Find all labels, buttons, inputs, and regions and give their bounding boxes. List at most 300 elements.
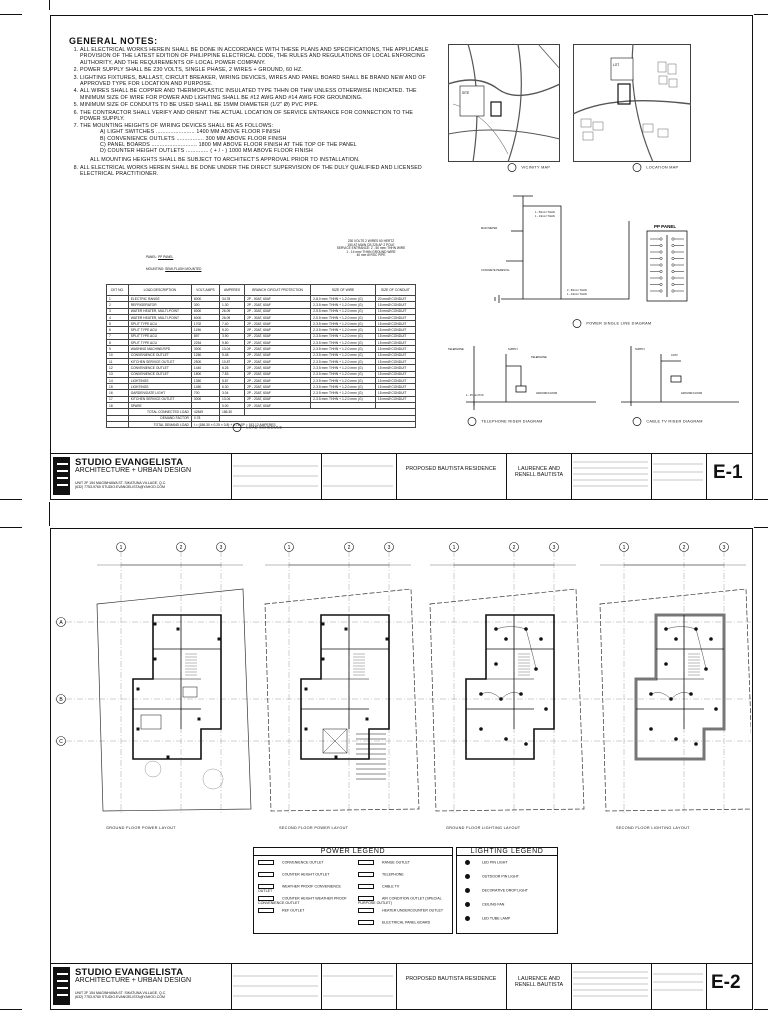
load-table-cell: 2P - 20AT, 60AF [245,333,311,339]
power-legend-item: CABLE TV [358,884,450,889]
crop-mark [754,499,768,500]
grid-label: 3 [219,544,223,551]
height-item: B) CONVENIENCE OUTLETS ................. 300 MM ABOVE FLOOR FINISH [100,135,287,142]
power-single-line-diagram [451,191,691,316]
power-legend-item: COUNTER HEIGHT WEATHER PROOF CONVENIENCE OUTLET [258,896,347,905]
load-table-cell: 2-5.5 mm² THHN + 1-2.0 mm² (G) [311,314,376,320]
load-table-cell: 1260 [191,352,219,358]
load-table-cell: 3.90 [219,333,244,339]
load-table-cell: GARDEN/GATE LIGHT [128,390,191,396]
svg-text:SUPPLY: SUPPLY [508,348,519,351]
lot-boundary [430,589,584,811]
grid-label: 3 [387,544,391,551]
power-legend-item: RANGE OUTLET [358,860,450,865]
load-table-cell: 3 [107,308,129,314]
outlet-icon [218,638,221,641]
plan-caption: SECOND FLOOR POWER LAYOUT [279,826,349,830]
lighting-legend-title: LIGHTING LEGEND [457,848,557,856]
heights-note: ALL MOUNTING HEIGHTS SHALL BE SUBJECT TO ARCHITECT'S APPROVAL PRIOR TO INSTALLATION. [90,157,360,164]
studio-name: STUDIO EVANGELISTA [75,457,184,468]
load-table-cell: 5.87 [219,377,244,383]
load-table-header: LOAD DESCRIPTION [128,285,191,296]
load-table-header: AMPERES [219,285,244,296]
load-table-cell: 2P - 20AT, 60AF [245,352,311,358]
svg-text:GROUND FLOOR: GROUND FLOOR [681,392,703,395]
light-fixture-icon [504,637,508,641]
title-block-grid [233,966,748,1006]
breaker-icon [660,238,662,240]
outlet-icon [322,623,325,626]
load-table-cell: 2P - 20AT, 60AF [245,346,311,352]
load-table-cell: 15 mmØ CONDUIT [375,396,415,402]
grid-label: C [59,738,63,745]
floor-plans [51,529,751,829]
load-table-cell: 4 [107,314,129,320]
power-legend-item: AIR CONDITION OUTLET (SPECIAL PURPOSE OUTLET) [358,896,442,905]
breaker-icon [672,264,674,266]
svg-text:LOT: LOT [613,63,620,67]
load-table-cell: 8000 [191,296,219,302]
breaker-icon [672,283,674,285]
service-info: 230 VOLTS 2 WIRES 60 HERTZ 150 AT MAIN CB 225 AF 2 POLE SERVICE ENTRANCE: 2 - 50 mm² THHN WIRE 1 - 14 mm² THHN GROUND WIRE 40 mm Ø RSC PIPE [336,239,406,258]
grid-label: B [59,696,63,703]
load-table-cell: 2P - 30AT, 60AF [245,308,311,314]
load-table-cell: 1440 [191,365,219,371]
load-table-cell: 2P - 20AT, 60AF [245,384,311,390]
height-item: A) LIGHT SWITCHES ........................ 1400 MM ABOVE FLOOR FINISH [100,129,281,136]
load-table-cell: 34.78 [219,296,244,302]
power-legend-item: CONVENIENCE OUTLET [258,860,350,865]
load-table-header: BRANCH CIRCUIT PROTECTION [245,285,311,296]
cable-tv-riser-diagram [611,336,741,416]
load-table-cell: 15 mmØ CONDUIT [375,302,415,308]
load-table-cell: 2P - 30AT, 60AF [245,314,311,320]
legend-symbol-icon [465,874,470,879]
load-table-cell: 18 [107,403,129,409]
note-item: 3. LIGHTING FIXTURES, BALLAST, CIRCUIT BREAKER, WIRING DEVICES, WIRES AND PANEL BOARD SHALL BE BRAND NEW AND OF APPROVED TYPE FOR LOCATION AND PURPOSE. [80,75,429,87]
load-table-cell: CONVENIENCE OUTLET [128,371,191,377]
load-table-cell: 897 [191,333,219,339]
load-table-cell: 15 mmØ CONDUIT [375,340,415,346]
grid-label: 1 [119,544,123,551]
height-item: C) PANEL BOARDS ............................ 1800 MM ABOVE FLOOR FINISH AT THE TOP OF THE PANEL [100,141,357,148]
sheet-number: E-1 [713,462,743,483]
load-table-cell: 13 [107,371,129,377]
load-table-cell: 700 [191,390,219,396]
load-table-cell: 15 mmØ CONDUIT [375,346,415,352]
outlet-icon [167,756,170,759]
load-table-cell: WASHING MACHINE/SPD [128,346,191,352]
load-table-cell: 20 mmØ CONDUIT [375,296,415,302]
owner-name: LAURENCE AND RENELL BAUTISTA [514,976,564,988]
load-table-cell: 26.09 [219,308,244,314]
lighting-legend-item: CEILING FAN [461,902,553,907]
load-table-cell: 5.48 [219,352,244,358]
load-table-cell: 1800 [191,371,219,377]
load-table-cell: 2P - 20AT, 60AF [245,377,311,383]
power-legend [253,847,453,934]
load-table-cell: 2-3.5 mm² THHN + 1-2.0 mm² (G) [311,352,376,358]
crop-mark [754,1009,768,1010]
sheet-e1 [50,15,753,500]
load-table-cell: 15 mmØ CONDUIT [375,308,415,314]
load-table-cell: 3000 [191,346,219,352]
note-item: 4. ALL WIRES SHALL BE COPPER AND THERMOPLASTIC INSULATED TYPE THHN OR THW UNLESS OTHERWISE INDICATED. THE MINIMUM SIZE OF WIRE FOR POWER AND LIGHTING SHALL BE #12 AWG AND #14 AWG FOR GROUNDING. [80,88,429,100]
light-fixture-icon [649,727,653,731]
panel-label: PANEL: PP PANEL [146,255,174,259]
note-item: 8. ALL ELECTRICAL WORKS HEREIN SHALL BE DONE UNDER THE DIRECT SUPERVISION OF THE DULY QUALIFIED AND LICENSED ELECTRICAL PRACTITIONER. [80,165,429,177]
mounting-label: MOUNTING: SEMI-FLUSH MOUNTED [146,267,202,271]
load-table-cell: 2-3.5 mm² THHN + 1-2.0 mm² (G) [311,384,376,390]
load-table-header: SIZE OF WIRE [311,285,376,296]
outlet-icon [198,718,201,721]
crop-mark [0,14,22,15]
svg-text:SUPPLY: SUPPLY [635,348,646,351]
plan-caption: GROUND FLOOR LIGHTING LAYOUT [446,826,521,830]
load-table-cell: 7 [107,333,129,339]
load-table-cell: 7.40 [219,321,244,327]
telephone-riser-diagram [446,336,596,416]
load-table-cell: 2P - 20AT, 60AF [245,340,311,346]
svg-text:1 - 50mm² THHN: 1 - 50mm² THHN [535,211,555,214]
light-fixture-icon [544,707,548,711]
breaker-icon [660,244,662,246]
note-item: 6. THE CONTRACTOR SHALL VERIFY AND ORIENT THE ACTUAL LOCATION OF SERVICE ENTRANCE FOR CONNECTION TO THE POWER SUPPLY. [80,110,429,122]
load-table-cell: 2-3.5 mm² THHN + 1-2.0 mm² (G) [311,396,376,402]
grid-label: 1 [452,544,456,551]
load-table-cell: 2-3.5 mm² THHN + 1-2.0 mm² (G) [311,340,376,346]
light-fixture-icon [674,737,678,741]
power-legend-item: WEATHER PROOF CONVENIENCE OUTLET [258,884,341,893]
outlet-icon [305,728,308,731]
circuit-run [666,627,706,670]
load-table-cell: 1.30 [219,302,244,308]
landscape [203,769,223,789]
outlet-icon [137,728,140,731]
vicinity-map [448,44,560,162]
building-outline [133,615,221,759]
load-table-cell: 2 [107,302,129,308]
grid-label: 1 [622,544,626,551]
project-title: PROPOSED BAUTISTA RESIDENCE [405,466,497,472]
breaker-icon [672,251,674,253]
vicinity-map-caption: VICINITY MAP [506,163,550,172]
load-table-cell: 6.26 [219,365,244,371]
power-legend-item: HEATER UNDERCOUNTER OUTLET [358,908,450,913]
legend-symbol-icon [358,920,374,925]
load-table-cell: 13.04 [219,346,244,352]
grid-label: A [59,619,63,626]
grid-label: 2 [347,544,351,551]
load-table-cell: 15 mmØ CONDUIT [375,314,415,320]
height-item: D) COUNTER HEIGHT OUTLETS .............. ( + / - ) 1000 MM ABOVE FLOOR FINISH [100,148,313,155]
legend-symbol-icon [358,872,374,877]
lot-boundary [265,589,419,811]
breaker-icon [660,257,662,259]
note-item: 1. ALL ELECTRICAL WORKS HEREIN SHALL BE DONE IN ACCORDANCE WITH THESE PLANS AND SPECIFICATIONS, THE APPLICABLE PROVISION OF THE LATEST EDITION OF PHILIPPINE ELECTRICAL CODE, THE RULES AND REGULATIONS OF LOCAL ENFORCING AUTHORITY, AND THE REQUIREMENTS OF LOCAL POWER COMPANY. [80,47,429,66]
studio-stamp [53,967,228,1005]
load-table-cell: SPARE [128,403,191,409]
load-table-cell: SPLIT TYPE ACU [128,333,191,339]
telephone-riser-caption: TELEPHONE RISER DIAGRAM [466,417,543,426]
light-fixture-icon [524,742,528,746]
svg-text:TELEPHONE: TELEPHONE [531,356,547,359]
light-fixture-icon [664,662,668,666]
building-outline [301,615,389,759]
load-table-cell: 17 [107,396,129,402]
outlet-icon [345,628,348,631]
load-table-cell: 300 [191,302,219,308]
outlet-icon [154,623,157,626]
building-outline [466,615,554,759]
load-table-cell: 13.04 [219,396,244,402]
breaker-icon [660,290,662,292]
lighting-legend-item: DECORATIVE DROP LIGHT [461,888,553,893]
power-legend-item: TELEPHONE [358,872,450,877]
load-table: CKT NO. LOAD DESCRIPTION VOLT-AMPS AMPERES BRANCH CIRCUIT PROTECTION SIZE OF WIRE SIZE OF CONDUIT 1 ELECTRIC RANGE 8000 34.78 2P - 50AT, 60AF 2-8.0 mm² THHN + 1-2.0 mm² (G) 20 mmØ CONDUIT 2 REFRIGERATOR 300 1.30 2P - 20AT, 60AF 2-3.5 mm² THHN + 1-2.0 mm² (G) 15 mmØ CONDUIT 3 WATER HEATER, MULTI-POINT 6000 26.09 2P - 30AT, 60AF 2-5.5 mm² THHN + 1-2.0 mm² (G) 15 mmØ CONDUIT 4 WATER HEATER, MULTI-POINT 6000 26.09 2P - 30AT, 60AF 2-5.5 mm² THHN + 1-2.0 mm² (G) 15 mmØ CONDUIT 5 SPLIT TYPE ACU 1702 7.40 2P - 20AT, 60AF 2-3.5 mm² THHN + 1-2.0 mm² (G) 15 mmØ CONDUIT 6 SPLIT TYPE ACU 1196 5.20 2P - 20AT, 60AF 2-3.5 mm² THHN + 1-2.0 mm² (G) 15 mmØ CONDUIT 7 SPLIT TYPE ACU 897 3.90 2P - 20AT, 60AF 2-3.5 mm² THHN + 1-2.0 mm² (G) 15 mmØ CONDUIT 8 SPLIT TYPE ACU 2254 9.80 2P - 20AT, 60AF 2-3.5 mm² THHN + 1-2.0 mm² (G) 15 mmØ CONDUIT 9 WASHING MACHINE/SPD 3000 13.04 2P - 20AT, 60AF 2-3.5 mm² THHN + 1-2.0 mm² (G) 15 mmØ CONDUIT 10 CONVENIENCE OUTLET 1260 5.48 2P - 20AT, 60AF 2-3.5 mm² THHN + 1-2.0 mm² (G) 15 mmØ CONDUIT 11 KITCHEN SERVICE OUTLET 2500 10.87 2P - 20AT, 60AF 2-3.5 mm² THHN + 1-2.0 mm² (G) 15 mmØ CONDUIT 12 CONVENIENCE OUTLET 1440 6.26 2P - 20AT, 60AF 2-3.5 mm² THHN + 1-2.0 mm² (G) 15 mmØ CONDUIT 13 CONVENIENCE OUTLET 1800 7.83 2P - 20AT, 60AF 2-3.5 mm² THHN + 1-2.0 mm² (G) 15 mmØ CONDUIT 14 LIGHTINGS 1350 5.87 2P - 20AT, 60AF 2-3.5 mm² THHN + 1-2.0 mm² (G) 15 mmØ CONDUIT 15 LIGHTINGS 1450 6.30 2P - 20AT, 60AF 2-3.5 mm² THHN + 1-2.0 mm² (G) 15 mmØ CONDUIT 16 GARDEN/GATE LIGHT 700 3.04 2P - 20AT, 60AF 2-3.5 mm² THHN + 1-2.0 mm² (G) 15 mmØ CONDUIT 17 KITCHEN SERVICE OUTLET 3000 13.04 2P - 20AT, 60AF 2-3.5 mm² THHN + 1-2.0 mm² (G) 15 mmØ CONDUIT 18 SPARE 0.00 2P - 20AT, 60AF TOTAL CONNECTED LOAD 42849 186.30 DEMAND FACTOR 0.78 TOTAL DEMAND LOAD I = (186.30 × 0.25 × 0.8) + 0.78 SP = 153.12 AMPERES [106,284,416,428]
lighting-legend-item: OUTDOOR PIN LIGHT [461,874,553,879]
catv-riser-caption: CABLE TV RISER DIAGRAM [631,417,703,426]
legend-symbol-icon [358,860,374,865]
load-table-cell: 2-3.5 mm² THHN + 1-2.0 mm² (G) [311,321,376,327]
breaker-icon [672,257,674,259]
load-table-cell: 1 [107,296,129,302]
crop-mark [754,14,768,15]
load-table-cell: 3.04 [219,390,244,396]
grid-label: 2 [179,544,183,551]
lot-boundary [97,589,251,811]
svg-text:TELEPHONE: TELEPHONE [448,348,464,351]
load-table-cell: 3000 [191,396,219,402]
load-schedule-caption: LOAD SCHEDULE [231,423,282,432]
light-fixture-icon [694,742,698,746]
load-table-cell: 2254 [191,340,219,346]
legend-symbol-icon [465,888,470,893]
breaker-icon [672,238,674,240]
load-table-cell: 2-3.5 mm² THHN + 1-2.0 mm² (G) [311,302,376,308]
general-notes [69,38,429,178]
load-table-cell: 2-3.5 mm² THHN + 1-2.0 mm² (G) [311,377,376,383]
legend-symbol-icon [258,872,274,877]
title-block [51,453,752,499]
load-table-cell: SPLIT TYPE ACU [128,327,191,333]
load-table-cell: 5 [107,321,129,327]
location-map [573,44,691,162]
svg-text:1 - 14mm² THHN: 1 - 14mm² THHN [567,293,587,296]
load-table-cell: WATER HEATER, MULTI-POINT [128,308,191,314]
load-table-cell: 2P - 50AT, 60AF [245,296,311,302]
outlet-icon [335,756,338,759]
legend-symbol-icon [358,908,374,913]
note-item: 5. MINIMUM SIZE OF CONDUITS TO BE USED SHALL BE 15MM DIAMETER (1/2" Ø) PVC PIPE. [80,102,429,108]
breaker-icon [672,277,674,279]
load-table-cell: 9.80 [219,340,244,346]
load-table-cell: 10 [107,352,129,358]
plan-caption: SECOND FLOOR LIGHTING LAYOUT [616,826,690,830]
title-block [51,963,752,1009]
load-table-header: CKT NO. [107,285,129,296]
outlet-icon [154,658,157,661]
load-table-cell: 12 [107,365,129,371]
grid-label: 1 [287,544,291,551]
load-table-cell: 1702 [191,321,219,327]
load-table-cell: KITCHEN SERVICE OUTLET [128,396,191,402]
svg-text:GROUND FLOOR: GROUND FLOOR [536,392,558,395]
load-table-cell: 15 [107,384,129,390]
studio-name: STUDIO EVANGELISTA [75,967,184,978]
svg-text:1 - 15 mm PVC: 1 - 15 mm PVC [466,394,484,397]
load-table-cell: ELECTRIC RANGE [128,296,191,302]
load-table-cell: 2-3.5 mm² THHN + 1-2.0 mm² (G) [311,358,376,364]
light-fixture-icon [504,737,508,741]
load-table-cell: 15 mmØ CONDUIT [375,327,415,333]
grid-label: 2 [682,544,686,551]
load-table-cell: SPLIT TYPE ACU [128,321,191,327]
load-table-cell: WATER HEATER, MULTI-POINT [128,314,191,320]
circuit-run [496,627,536,670]
load-table-header: VOLT-AMPS [191,285,219,296]
load-table-cell: 2-3.5 mm² THHN + 1-2.0 mm² (G) [311,333,376,339]
grid-label: 3 [552,544,556,551]
load-table-cell: 2P - 20AT, 60AF [245,302,311,308]
legend-symbol-icon [465,902,470,907]
svg-text:SITE: SITE [462,91,470,95]
breaker-icon [660,251,662,253]
note-item [80,123,429,163]
studio-stamp [53,457,228,495]
lot-boundary [600,589,751,811]
owner-name: LAURENCE AND RENELL BAUTISTA [514,466,564,478]
crop-mark [49,502,50,526]
outlet-icon [322,658,325,661]
power-single-line-caption: POWER SINGLE LINE DIAGRAM [571,319,651,328]
plan-caption: GROUND FLOOR POWER LAYOUT [106,826,176,830]
crop-mark [754,527,768,528]
title-block-grid [233,456,748,496]
breaker-icon [672,290,674,292]
load-table-cell: 2-8.0 mm² THHN + 1-2.0 mm² (G) [311,296,376,302]
svg-text:1 - 14mm² THHN: 1 - 14mm² THHN [535,215,555,218]
load-table-cell: 2P - 20AT, 60AF [245,358,311,364]
studio-logo-icon [53,967,70,1005]
light-fixture-icon [714,707,718,711]
svg-text:CONCRETE PEDESTAL: CONCRETE PEDESTAL [481,269,510,272]
load-table-cell: 10.87 [219,358,244,364]
outlet-icon [386,638,389,641]
load-table-cell: LIGHTINGS [128,384,191,390]
furniture [183,687,197,697]
crop-mark [0,499,22,500]
load-table-cell: 1196 [191,327,219,333]
studio-tagline: ARCHITECTURE + URBAN DESIGN [75,467,192,474]
load-table-cell: CONVENIENCE OUTLET [128,365,191,371]
project-title: PROPOSED BAUTISTA RESIDENCE [405,976,497,982]
legend-symbol-icon [465,916,470,921]
note-text: THE MOUNTING HEIGHTS OF WIRING DEVICES SHALL BE AS FOLLOWS: [80,123,274,130]
landscape [145,761,161,777]
load-table-cell: 6 [107,327,129,333]
load-table-cell: 2P - 20AT, 60AF [245,327,311,333]
outlet-icon [366,718,369,721]
load-table-cell: 6000 [191,308,219,314]
studio-address: UNIT 2F 154 MAGINHAWA ST. SIKATUNA VILLAGE, Q.C. (632) 7753-9760 STUDIO.EVANGELISTA@YAHOO.COM [75,991,167,1000]
load-table-cell: 6000 [191,314,219,320]
load-table-cell: 15 mmØ CONDUIT [375,333,415,339]
light-fixture-icon [494,662,498,666]
load-table-cell: 5.20 [219,327,244,333]
load-table-cell: 15 mmØ CONDUIT [375,321,415,327]
crop-mark [0,527,22,528]
load-table-cell: 15 mmØ CONDUIT [375,371,415,377]
load-table-header: SIZE OF CONDUIT [375,285,415,296]
load-table-cell: 2P - 20AT, 60AF [245,371,311,377]
load-table-cell: 1350 [191,377,219,383]
svg-text:MAIN METER: MAIN METER [481,227,498,230]
lighting-legend-item: LED PIN LIGHT [461,860,553,865]
lighting-legend-item: LED TUBE LAMP [461,916,553,921]
studio-logo-icon [53,457,70,495]
load-table-cell: 2-3.5 mm² THHN + 1-2.0 mm² (G) [311,371,376,377]
load-table-cell: 2-3.5 mm² THHN + 1-2.0 mm² (G) [311,327,376,333]
load-table-cell: 11 [107,358,129,364]
load-table-cell: 2-3.5 mm² THHN + 1-2.0 mm² (G) [311,390,376,396]
load-table-cell: 9 [107,346,129,352]
load-table-cell: 15 mmØ CONDUIT [375,358,415,364]
crop-mark [0,1009,22,1010]
notes-list [69,47,429,177]
studio-tagline: ARCHITECTURE + URBAN DESIGN [75,977,192,984]
load-table-cell: 2P - 20AT, 60AF [245,396,311,402]
load-table-cell: 14 [107,377,129,383]
load-table-cell: SPLIT TYPE ACU [128,340,191,346]
svg-text:CATV: CATV [671,354,678,357]
legend-symbol-icon [258,860,274,865]
light-fixture-icon [479,727,483,731]
load-table-cell: 7.83 [219,371,244,377]
light-fixture-icon [674,637,678,641]
load-table-cell: 16 [107,390,129,396]
grid-label: 3 [722,544,726,551]
studio-address: UNIT 2F 154 MAGINHAWA ST. SIKATUNA VILLAGE, Q.C. (632) 7753-9760 STUDIO.EVANGELISTA@YAHOO.COM [75,481,167,490]
general-notes-title: GENERAL NOTES: [69,36,158,46]
legend-symbol-icon [258,908,274,913]
load-table-cell: CONVENIENCE OUTLET [128,352,191,358]
breaker-icon [660,277,662,279]
legend-symbol-icon [358,884,374,889]
load-schedule [106,238,476,428]
power-legend-item: COUNTER HEIGHT OUTLET [258,872,350,877]
outlet-icon [137,688,140,691]
power-legend-item: ELECTRICAL PANEL BOARD [358,920,450,925]
load-table-cell: KITCHEN SERVICE OUTLET [128,358,191,364]
sheet-number: E-2 [711,972,741,993]
breaker-icon [660,264,662,266]
light-fixture-icon [539,637,543,641]
load-table-cell: 15 mmØ CONDUIT [375,377,415,383]
building-outline [636,615,724,759]
load-table-cell: REFRIGERATOR [128,302,191,308]
load-table-cell: 2P - 20AT, 60AF [245,390,311,396]
load-table-cell: 15 mmØ CONDUIT [375,384,415,390]
location-map-caption: LOCATION MAP [631,163,678,172]
mounting-heights [80,129,429,154]
furniture [141,715,161,729]
breaker-icon [660,270,662,272]
load-table-cell: 2-3.5 mm² THHN + 1-2.0 mm² (G) [311,346,376,352]
sheet-e2 [50,528,753,1010]
power-legend-item: REF OUTLET [258,908,350,913]
breaker-icon [660,283,662,285]
